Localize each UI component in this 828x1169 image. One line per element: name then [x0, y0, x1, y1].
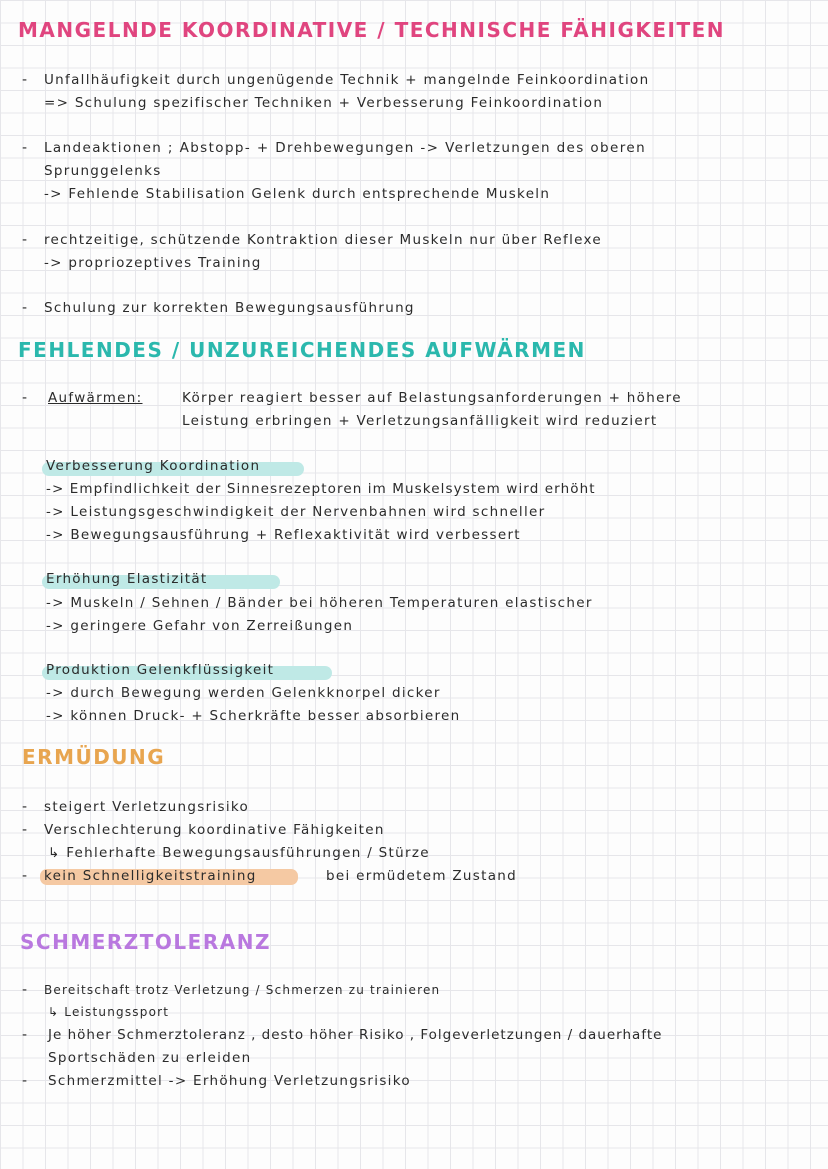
text-line: Sprunggelenks [44, 163, 162, 179]
text-line: -> Bewegungsausführung + Reflexaktivität wird verbessert [46, 527, 521, 543]
bullet-dash: - [22, 232, 28, 248]
text-line: Unfallhäufigkeit durch ungenügende Technik + mangelnde Feinkoordination [44, 72, 650, 88]
heading-schmerztoleranz: SCHMERZTOLERANZ [20, 930, 271, 954]
text-line: -> durch Bewegung werden Gelenkknorpel dicker [46, 685, 441, 701]
text-line-highlighted: kein Schnelligkeitstraining [44, 868, 257, 884]
text-line: Verschlechterung koordinative Fähigkeiten [44, 822, 385, 838]
text-line: -> propriozeptives Training [44, 255, 262, 271]
text-line: ↳ Fehlerhafte Bewegungsausführungen / Stürze [48, 845, 430, 861]
subheading-gelenkfluessigkeit: Produktion Gelenkflüssigkeit [46, 662, 275, 678]
subheading-elastizitaet: Erhöhung Elastizität [46, 571, 208, 587]
bullet-dash: - [22, 982, 28, 998]
text-line: -> Muskeln / Sehnen / Bänder bei höheren Temperaturen elastischer [46, 595, 593, 611]
heading-ermuedung: ERMÜDUNG [22, 745, 166, 769]
text-line: Schmerzmittel -> Erhöhung Verletzungsrisiko [48, 1073, 411, 1089]
text-line: -> können Druck- + Scherkräfte besser absorbieren [46, 708, 461, 724]
text-line: Bereitschaft trotz Verletzung / Schmerzen zu trainieren [44, 983, 441, 997]
bullet-dash: - [22, 72, 28, 88]
text-line: -> Leistungsgeschwindigkeit der Nervenbahnen wird schneller [46, 504, 546, 520]
bullet-dash: - [22, 822, 28, 838]
aufwaermen-label: Aufwärmen: [48, 390, 143, 406]
text-line: -> geringere Gefahr von Zerreißungen [46, 618, 354, 634]
text-line: Landeaktionen ; Abstopp- + Drehbewegungen -> Verletzungen des oberen [44, 140, 647, 156]
bullet-dash: - [22, 799, 28, 815]
text-line: Schulung zur korrekten Bewegungsausführung [44, 300, 415, 316]
text-line: ↳ Leistungssport [48, 1005, 170, 1019]
heading-aufwaermen: FEHLENDES / UNZUREICHENDES AUFWÄRMEN [18, 338, 586, 362]
text-line: -> Empfindlichkeit der Sinnesrezeptoren im Muskelsystem wird erhöht [46, 481, 596, 497]
text-line: steigert Verletzungsrisiko [44, 799, 250, 815]
text-line: Sportschäden zu erleiden [48, 1050, 252, 1066]
bullet-dash: - [22, 140, 28, 156]
text-line: Je höher Schmerztoleranz , desto höher Risiko , Folgeverletzungen / dauerhafte [48, 1027, 663, 1043]
bullet-dash: - [22, 868, 28, 884]
bullet-dash: - [22, 300, 28, 316]
subheading-koordination: Verbesserung Koordination [46, 458, 261, 474]
text-line: Körper reagiert besser auf Belastungsanforderungen + höhere [182, 390, 682, 406]
text-line: -> Fehlende Stabilisation Gelenk durch entsprechende Muskeln [44, 186, 551, 202]
bullet-dash: - [22, 390, 28, 406]
text-line: bei ermüdetem Zustand [326, 868, 517, 884]
text-line: rechtzeitige, schützende Kontraktion dieser Muskeln nur über Reflexe [44, 232, 602, 248]
bullet-dash: - [22, 1073, 28, 1089]
text-line: Leistung erbringen + Verletzungsanfälligkeit wird reduziert [182, 413, 658, 429]
text-line: => Schulung spezifischer Techniken + Verbesserung Feinkoordination [44, 95, 604, 111]
heading-koordinative-faehigkeiten: MANGELNDE KOORDINATIVE / TECHNISCHE FÄHIGKEITEN [18, 18, 726, 42]
bullet-dash: - [22, 1027, 28, 1043]
